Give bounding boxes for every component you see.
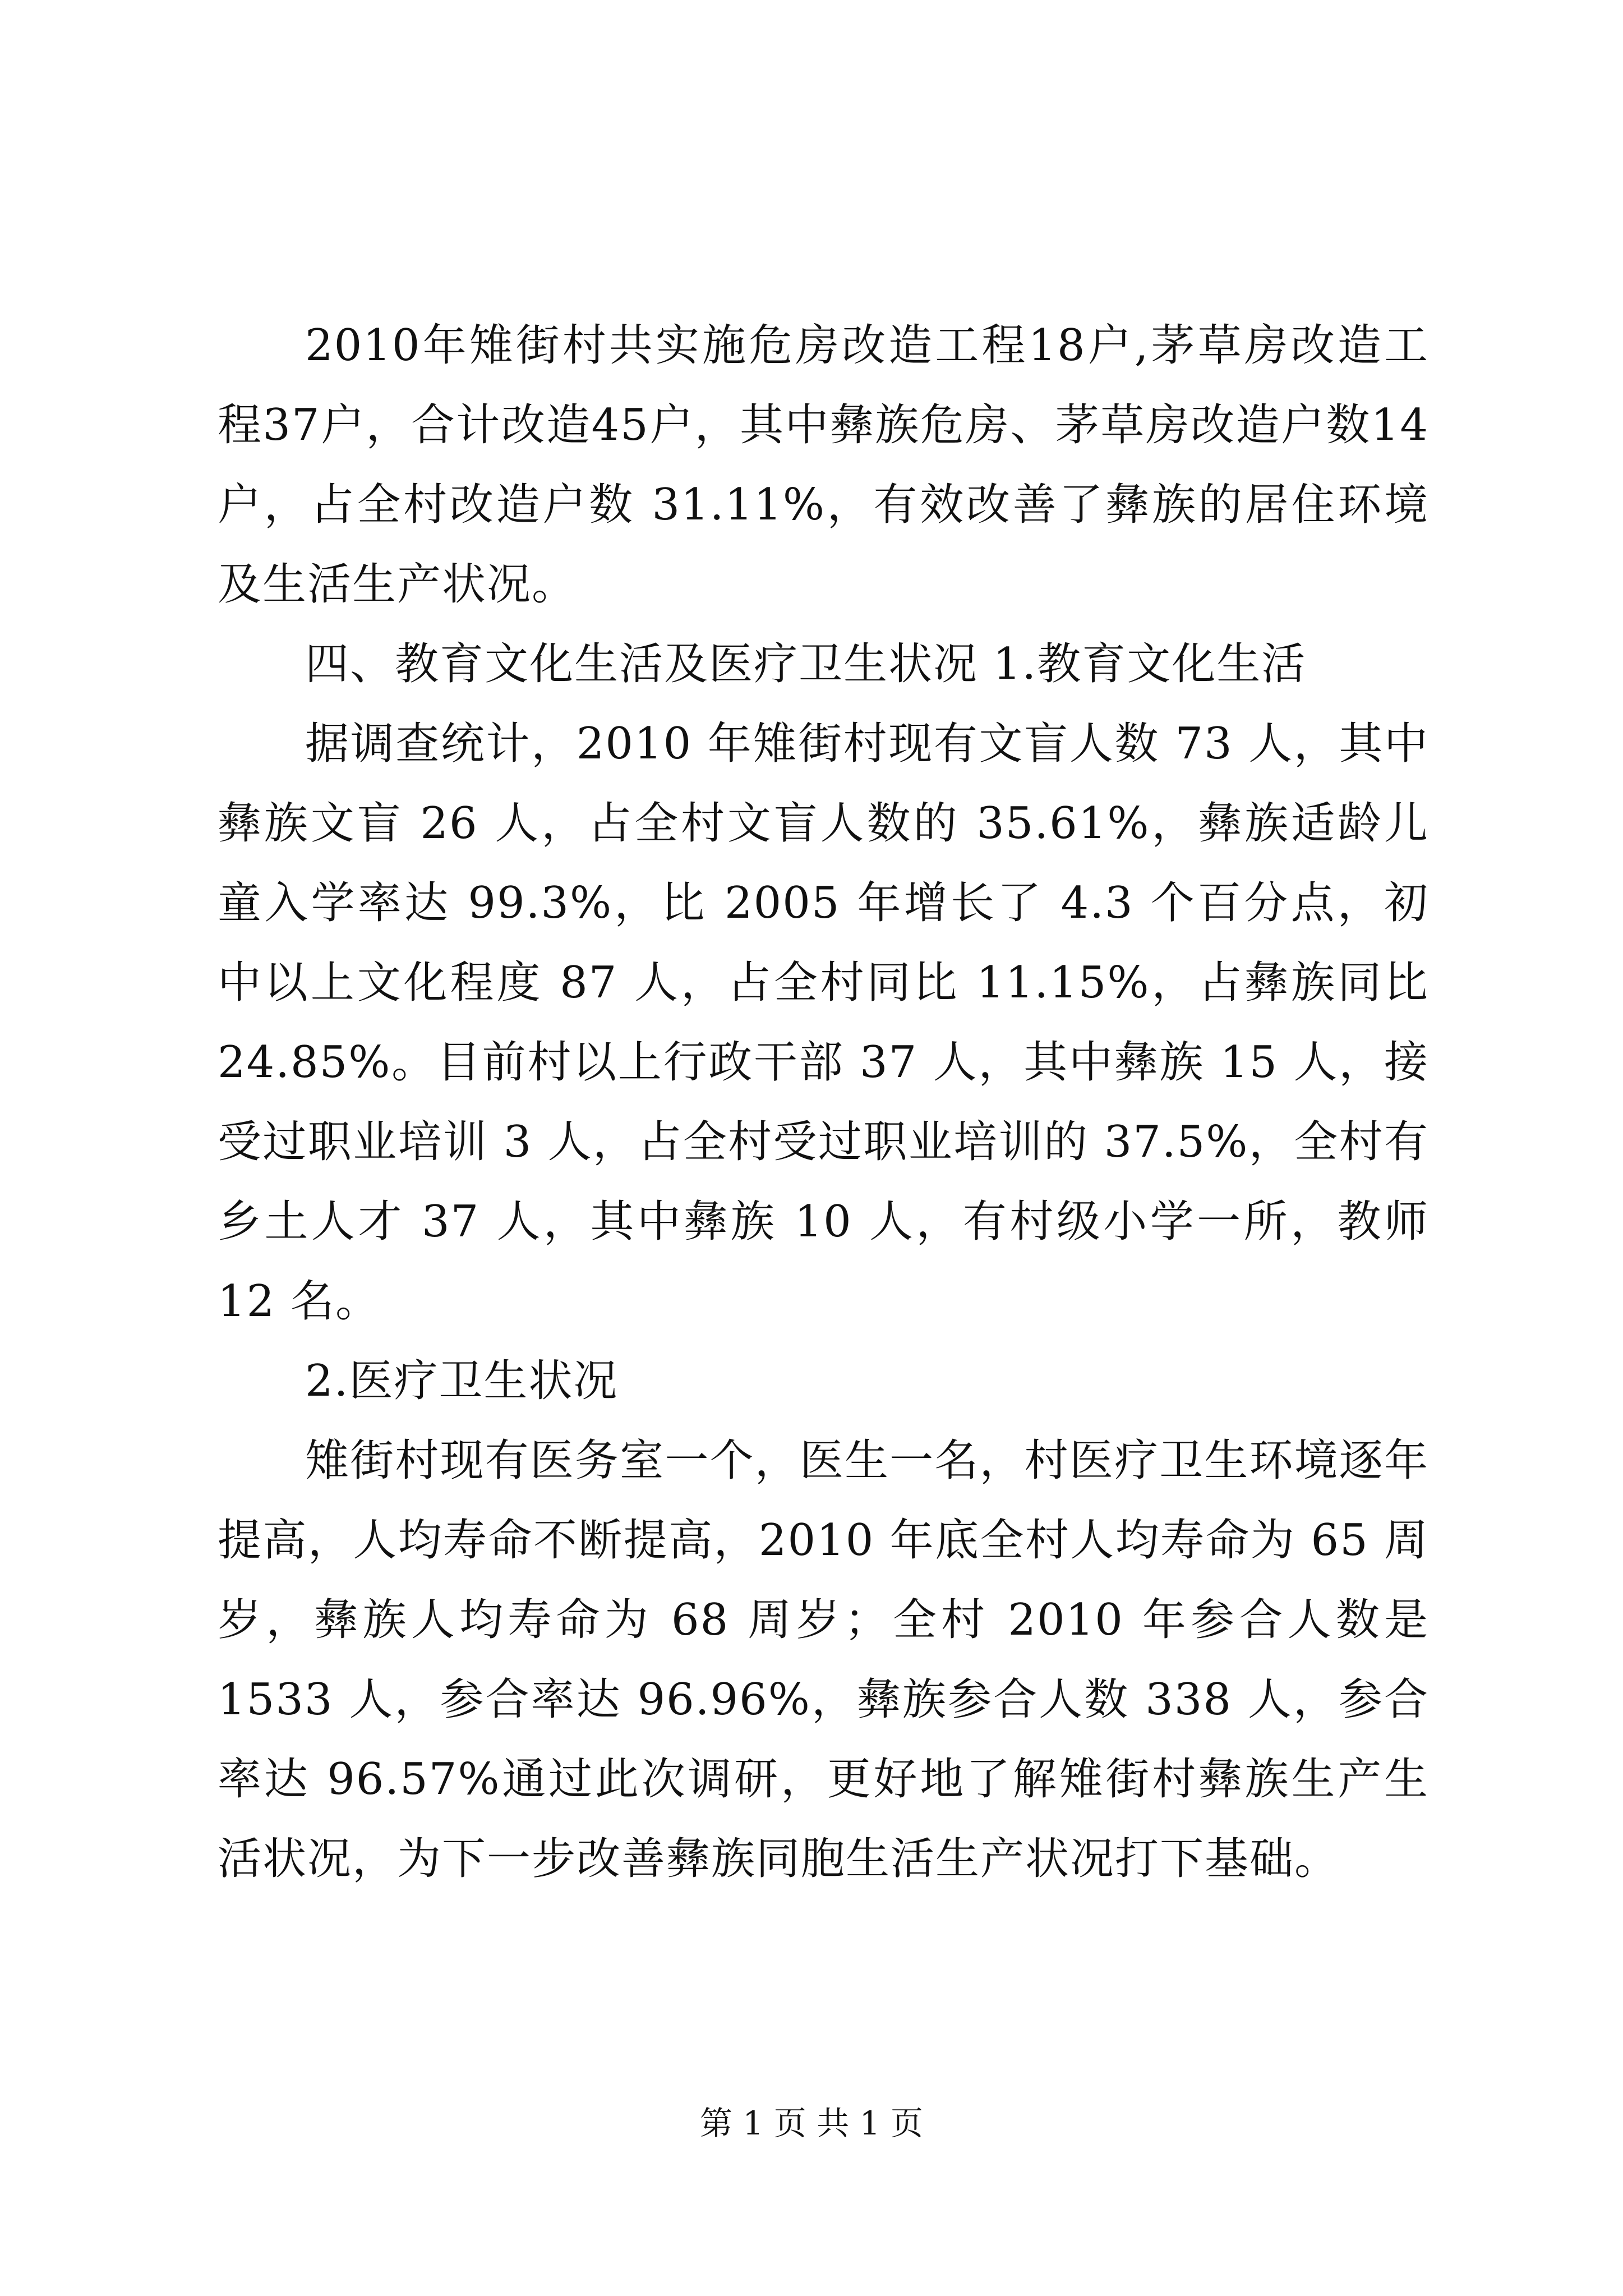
subheading-medical: 2.医疗卫生状况	[305, 1356, 619, 1406]
paragraph-housing: 2010年雉街村共实施危房改造工程18户,茅草房改造工程37户，合计改造45户，其中彝族危房、茅草房改造户数14户，占全村改造户数 31.11%，有效改善了彝族的居住环境及生活生产状况。	[218, 320, 1429, 610]
paragraph-medical: 雉街村现有医务室一个，医生一名，村医疗卫生环境逐年提高，人均寿命不断提高，2010 年底全村人均寿命为 65 周岁，彝族人均寿命为 68 周岁；全村 2010 年参合人数是 1533 人，参合率达 96.96%，彝族参合人数 338 人，参合率达 96.57%通过此次调研，更好地了解雉街村彝族生产生活状况，为下一步改善彝族同胞生活生产状况打下基础。	[218, 1435, 1429, 1884]
document-body	[218, 306, 1429, 1899]
page-footer: 第 1 页 共 1 页	[700, 2104, 923, 2142]
paragraph-education: 据调查统计，2010 年雉街村现有文盲人数 73 人，其中彝族文盲 26 人，占全村文盲人数的 35.61%，彝族适龄儿童入学率达 99.3%，比 2005 年增长了 4.3 个百分点，初中以上文化程度 87 人，占全村同比 11.15%，占彝族同比 24.85%。目前村以上行政干部 37 人，其中彝族 15 人，接受过职业培训 3 人，占全村受过职业培训的 37.5%，全村有乡土人才 37 人，其中彝族 10 人，有村级小学一所，教师 12 名。	[218, 719, 1429, 1327]
section-heading-education-health: 四、教育文化生活及医疗卫生状况 1.教育文化生活	[305, 639, 1307, 689]
